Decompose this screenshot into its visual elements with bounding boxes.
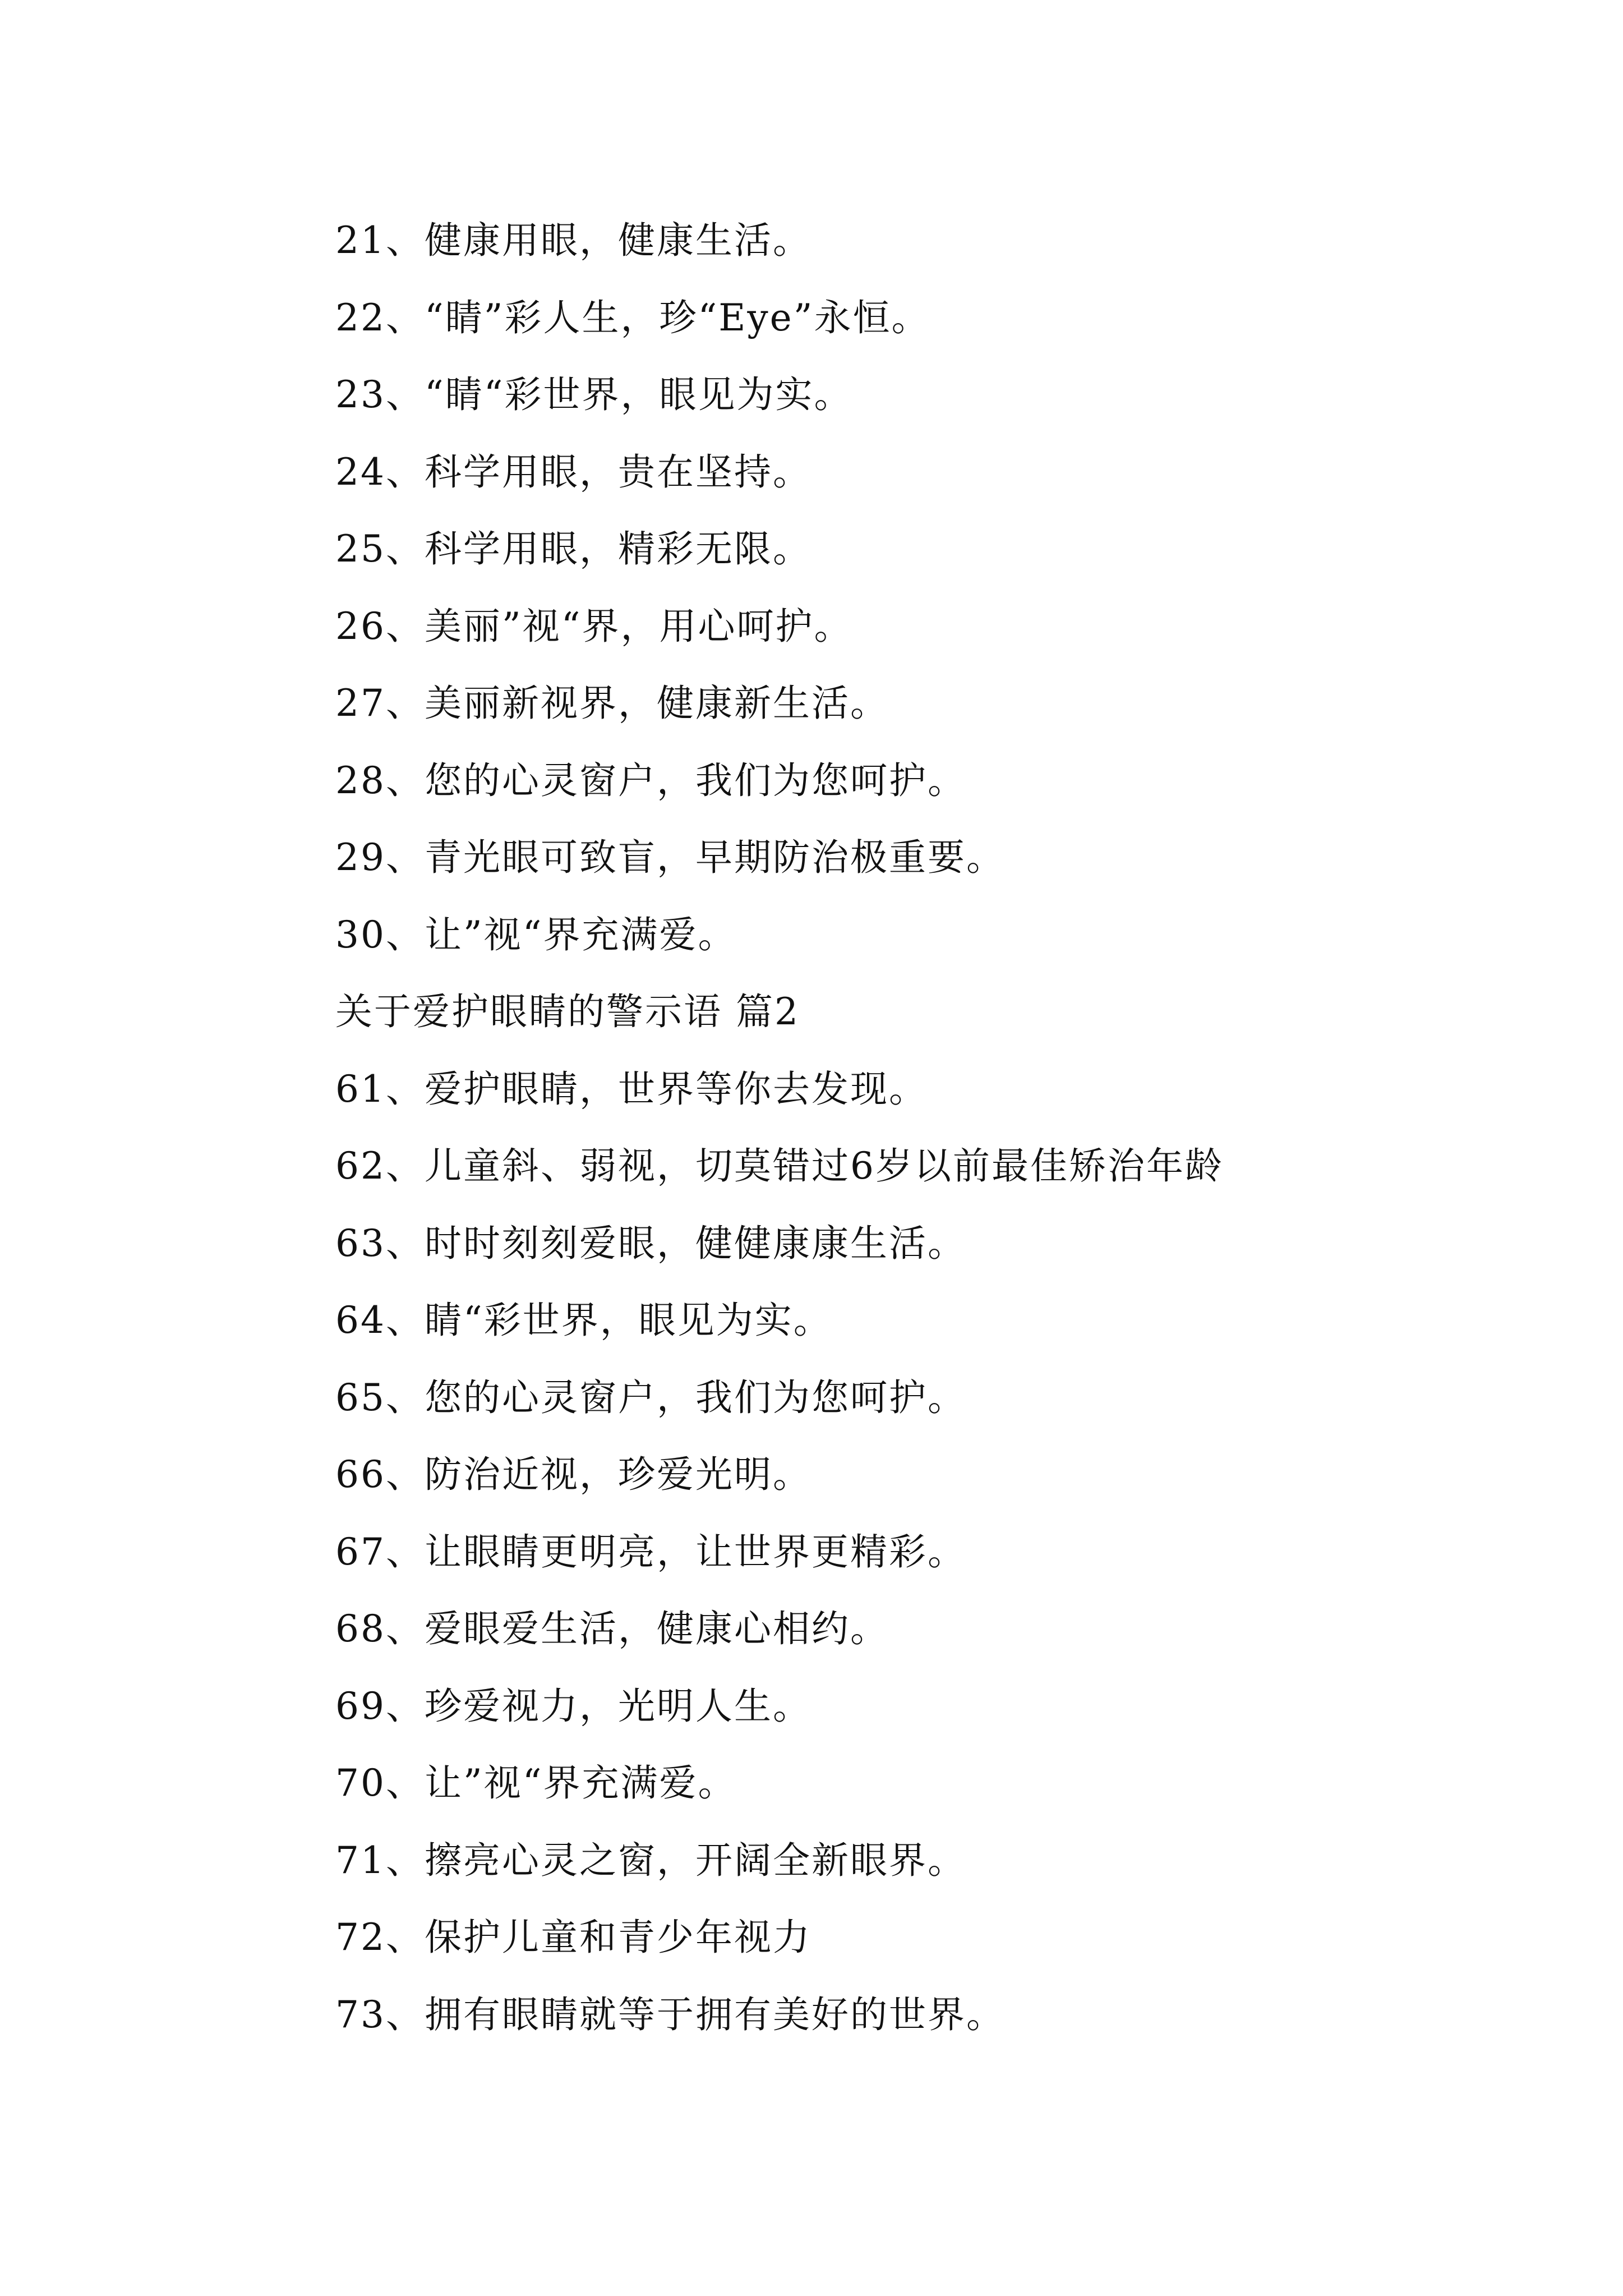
document-body: [335, 202, 1457, 2053]
text-line: 68、爱眼爱生活，健康心相约。: [335, 1607, 889, 1650]
text-line: 26、美丽”视“界，用心呵护。: [335, 604, 853, 648]
text-line: 61、爱护眼睛，世界等你去发现。: [335, 1067, 928, 1111]
text-line: 62、儿童斜、弱视，切莫错过6岁以前最佳矫治年龄: [335, 1144, 1224, 1188]
text-line: 23、“睛“彩世界，眼见为实。: [335, 373, 853, 416]
text-line: 25、科学用眼，精彩无限。: [335, 527, 811, 570]
text-line: 64、睛“彩世界，眼见为实。: [335, 1299, 832, 1342]
text-line: 66、防治近视，珍爱光明。: [335, 1453, 811, 1496]
text-line: 70、让”视“界充满爱。: [335, 1761, 737, 1805]
text-line: 21、健康用眼，健康生活。: [335, 219, 811, 262]
text-line: 30、让”视“界充满爱。: [335, 913, 737, 956]
text-line: 71、擦亮心灵之窗，开阔全新眼界。: [335, 1838, 966, 1882]
text-line: 63、时时刻刻爱眼，健健康康生活。: [335, 1221, 966, 1265]
text-line: 69、珍爱视力，光明人生。: [335, 1684, 811, 1728]
text-line: 28、您的心灵窗户，我们为您呵护。: [335, 758, 966, 802]
text-line: 65、您的心灵窗户，我们为您呵护。: [335, 1375, 966, 1419]
text-line: 67、让眼睛更明亮，让世界更精彩。: [335, 1530, 966, 1573]
text-line: 27、美丽新视界，健康新生活。: [335, 682, 889, 725]
section-heading: 关于爱护眼睛的警示语 篇2: [335, 990, 800, 1033]
text-line: 72、保护儿童和青少年视力: [335, 1916, 811, 1959]
text-line: 73、拥有眼睛就等于拥有美好的世界。: [335, 1993, 1005, 2036]
text-line: 24、科学用眼，贵在坚持。: [335, 450, 811, 494]
text-line: 22、“睛”彩人生，珍“Eye”永恒。: [335, 296, 930, 339]
text-line: 29、青光眼可致盲，早期防治极重要。: [335, 836, 1005, 879]
